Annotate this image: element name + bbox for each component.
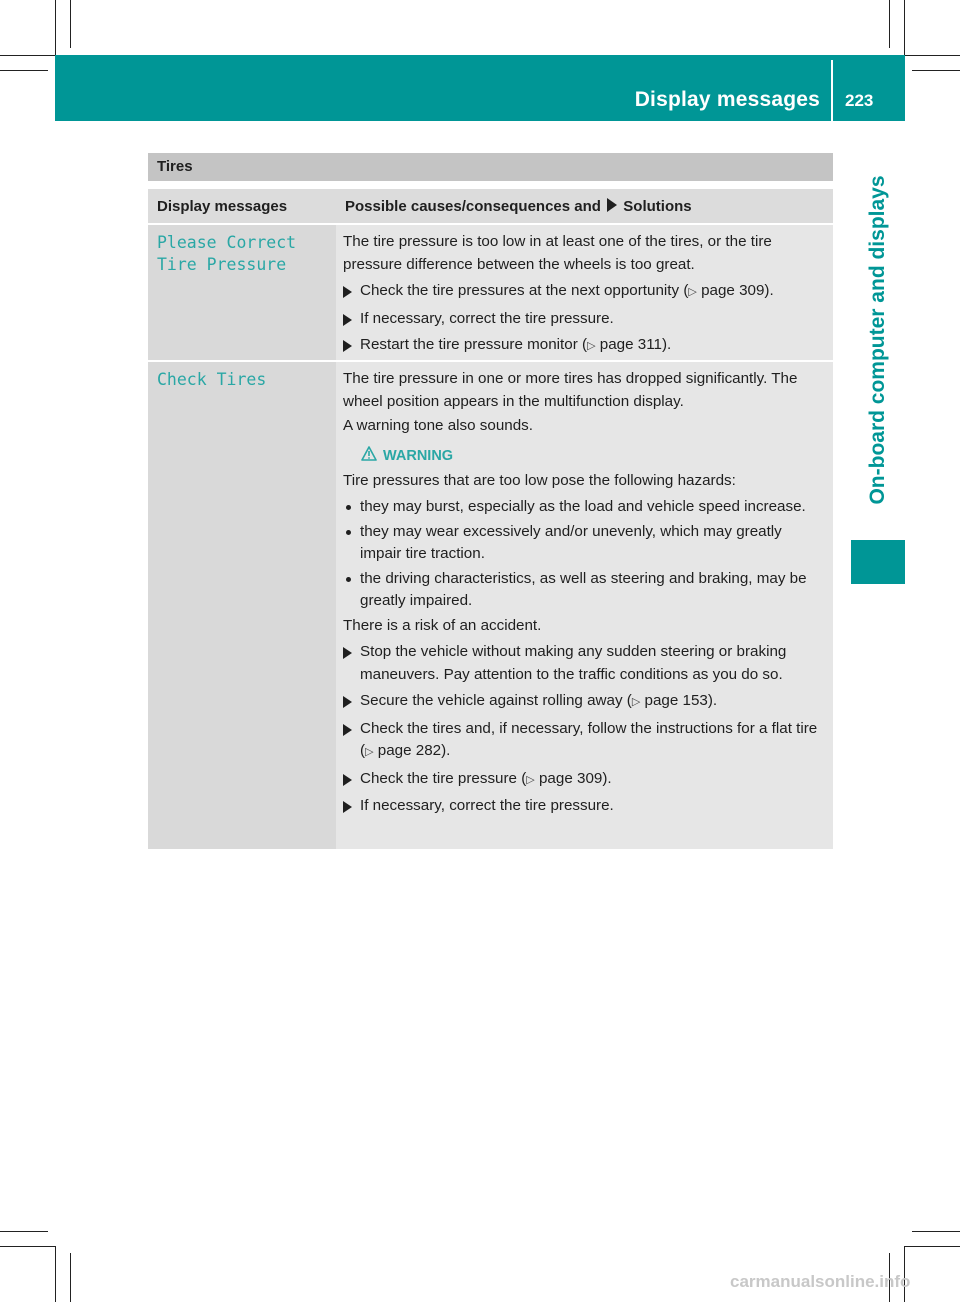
- display-message-check-tires: Check Tires: [157, 370, 267, 389]
- step-text: page 311).: [595, 336, 672, 353]
- column-header-messages: [148, 189, 336, 223]
- column-header-messages-label: Display messages: [157, 198, 288, 215]
- bullet-icon: [346, 530, 351, 535]
- solution-step: [343, 690, 827, 714]
- crop-mark: [55, 1246, 56, 1302]
- table-row-2-solution-cell: [336, 362, 833, 849]
- step-text: Restart the tire pressure monitor (: [360, 336, 588, 353]
- cause-text: The tire pressure is too low in at least one of the tires, or the tire pressure difference between the wheels is too great.: [343, 233, 772, 273]
- crop-mark: [0, 1231, 48, 1232]
- hazard-intro: Tire pressures that are too low pose the following hazards:: [343, 471, 736, 489]
- chapter-tab-label: On-board computer and displays: [866, 175, 889, 505]
- crop-mark: [70, 1253, 71, 1302]
- table-title-bar: [148, 153, 833, 181]
- step-arrow-icon: [343, 774, 352, 786]
- warning-heading: [343, 442, 827, 468]
- step-text: page 153).: [640, 692, 718, 709]
- step-text: If necessary, correct the tire pressure.: [360, 309, 614, 327]
- column-header-solutions-label: [345, 198, 692, 215]
- display-message-line: Please Correct: [157, 233, 297, 252]
- step-arrow-icon: [343, 314, 352, 326]
- crop-mark: [70, 0, 71, 48]
- hazard-text: they may burst, especially as the load and vehicle speed increase.: [360, 498, 806, 515]
- hazard-item: [343, 496, 827, 519]
- table-row-1-message-cell: [148, 225, 336, 360]
- display-message-please-correct: [157, 232, 296, 276]
- row-1-content: [343, 231, 827, 362]
- solution-step: [343, 308, 827, 331]
- hazard-text: the driving characteristics, as well as steering and braking, may be greatly impaired.: [360, 569, 807, 609]
- step-arrow-icon: [343, 647, 352, 659]
- header-divider: [831, 60, 833, 121]
- step-arrow-icon: [343, 724, 352, 736]
- solution-step: [343, 334, 827, 358]
- crop-mark: [0, 70, 48, 71]
- step-text: page 309).: [696, 282, 774, 299]
- chapter-tab-marker: [851, 540, 905, 584]
- table-title: Tires: [157, 158, 193, 175]
- section-title: Display messages: [634, 88, 820, 111]
- step-text: Check the tire pressures at the next opportunity (: [360, 282, 689, 299]
- column-header-solutions-text: Possible causes/consequences and: [345, 198, 601, 215]
- solution-step: [343, 641, 827, 686]
- crop-mark: [905, 1246, 960, 1247]
- warning-label: WARNING: [383, 447, 454, 464]
- crop-mark: [912, 1231, 960, 1232]
- crop-mark: [904, 0, 905, 55]
- solution-step: [343, 280, 827, 304]
- cause-text: The tire pressure in one or more tires has dropped significantly. The wheel position appears in the multifunction display.: [343, 370, 798, 410]
- solution-step: [343, 795, 827, 818]
- table-row-2-message-cell: [148, 362, 336, 849]
- solution-step: [343, 718, 827, 764]
- crop-mark: [889, 0, 890, 48]
- hazard-item: [343, 568, 827, 613]
- page-number: 223: [845, 91, 874, 110]
- risk-text: There is a risk of an accident.: [343, 616, 542, 634]
- page-ref-icon: ▷: [688, 286, 697, 298]
- bullet-icon: [346, 577, 351, 582]
- step-arrow-icon: [343, 340, 352, 352]
- warning-triangle-icon: [361, 446, 377, 461]
- arrow-right-icon: [607, 198, 617, 212]
- step-arrow-icon: [343, 286, 352, 298]
- bullet-icon: [346, 505, 351, 510]
- crop-mark: [55, 0, 56, 55]
- step-text: page 309).: [534, 769, 612, 787]
- step-text: page 282).: [373, 742, 451, 759]
- step-text: If necessary, correct the tire pressure.: [360, 797, 614, 814]
- column-header-solutions: [336, 189, 833, 223]
- table-row-1-solution-cell: [336, 225, 833, 360]
- crop-mark: [0, 1246, 55, 1247]
- crop-mark: [0, 55, 55, 56]
- step-arrow-icon: [343, 801, 352, 813]
- solution-step: [343, 768, 827, 792]
- hazard-item: [343, 521, 827, 566]
- step-text: Secure the vehicle against rolling away (: [360, 692, 632, 709]
- step-text: Check the tires and, if necessary, follow the instructions for a flat tire (: [360, 719, 818, 759]
- page-ref-icon: ▷: [365, 746, 374, 758]
- column-header-solutions-text-b: Solutions: [623, 198, 692, 215]
- display-message-line: Tire Pressure: [157, 255, 287, 274]
- crop-mark: [905, 55, 960, 56]
- step-text: Check the tire pressure (: [360, 769, 527, 787]
- hazard-text: they may wear excessively and/or unevenly, which may greatly impair tire traction.: [360, 522, 782, 562]
- watermark: carmanualsonline.info: [730, 1272, 911, 1291]
- page-ref-icon: ▷: [587, 340, 596, 352]
- crop-mark: [912, 70, 960, 71]
- page-ref-icon: ▷: [631, 696, 641, 708]
- cause-text: A warning tone also sounds.: [343, 417, 533, 434]
- step-arrow-icon: [343, 696, 352, 708]
- step-text: Stop the vehicle without making any sudden steering or braking maneuvers. Pay attention to the traffic conditions as you do so.: [360, 643, 787, 683]
- row-2-content: [343, 368, 827, 822]
- page-ref-icon: ▷: [526, 773, 535, 786]
